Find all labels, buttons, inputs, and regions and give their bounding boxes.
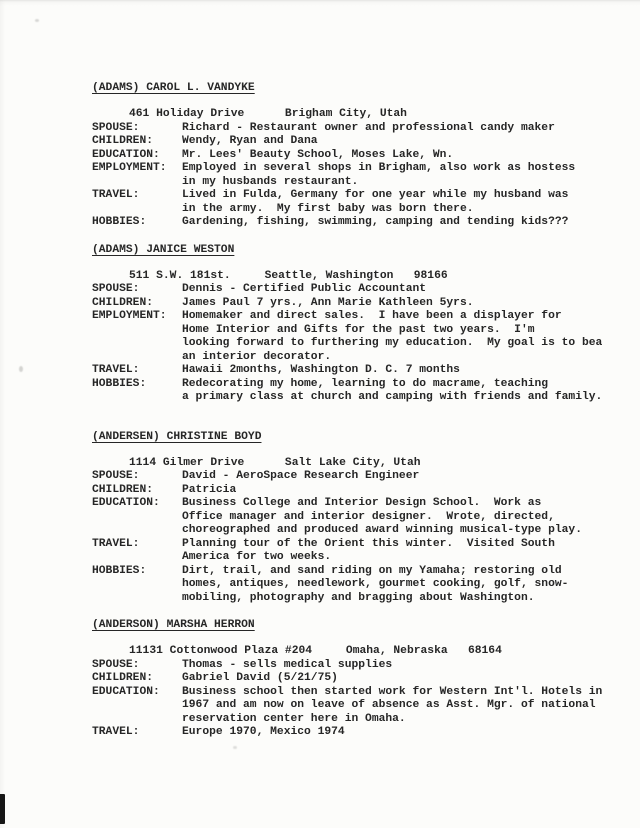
field-value-line: Richard - Restaurant owner and professional candy maker [182,121,555,134]
field-value-line: Redecorating my home, learning to do macrame, teaching [182,377,549,390]
field-value-line: Homemaker and direct sales. I have been a displayer for [182,310,562,322]
field-lines [182,162,640,189]
field-value-line: 1967 and am now on leave of absence as Asst. Mgr. of national [182,699,596,711]
field-value-line: Business College and Interior Design School. Work as [182,497,542,509]
field-lines [182,470,640,484]
field-lines [182,149,640,163]
entry-field-row [92,135,640,149]
entry-field-row [92,538,640,565]
entries [92,82,640,740]
entry-field-row [92,497,640,538]
entry-heading: (ANDERSEN) CHRISTINE BOYD [92,430,262,443]
field-label: SPOUSE: [92,121,140,134]
field-value-line: Planning tour of the Orient this winter. Visited South [182,537,555,550]
field-value-line: James Paul 7 yrs., Ann Marie Kathleen 5yrs. [182,296,474,309]
scan-smudge [19,366,23,372]
entry-address: 511 S.W. 181st. Seattle, Washington 98166 [129,269,448,282]
field-value-line: Hawaii 2months, Washington D. C. 7 months [182,364,460,376]
entry-field-row [92,216,640,230]
entry-field-row [92,310,640,364]
directory-entry [92,82,640,230]
field-lines [182,659,640,673]
field-lines [182,216,640,230]
scan-smudge [35,19,39,22]
field-value-line: Mr. Lees' Beauty School, Moses Lake, Wn. [182,148,454,161]
field-value-line: Gardening, fishing, swimming, camping and tending kids??? [182,216,569,228]
scan-artifact-mark [0,794,5,824]
field-label: TRAVEL: [92,537,140,550]
entry-field-row [92,378,640,405]
entry-address: 11131 Cottonwood Plaza #204 Omaha, Nebraska 68164 [129,645,502,657]
field-label: SPOUSE: [92,283,140,295]
field-value-line: Employed in several shops in Brigham, also work as hostess [182,162,576,174]
entry-field-row [92,565,640,606]
entry-field-row [92,189,640,216]
field-lines [182,283,640,297]
field-value-line: David - AeroSpace Research Engineer [182,470,420,482]
field-lines [182,497,640,538]
field-value-line: choreographed and produced award winning musical-type play. [182,524,582,536]
field-lines [182,364,640,378]
field-value-line: Dennis - Certified Public Accountant [182,283,427,295]
entry-field-row [92,149,640,163]
field-value-line: mobiling, photography and bragging about Washington. [182,591,535,604]
field-label: EDUCATION: [92,497,160,509]
entry-heading: (ADAMS) JANICE WESTON [92,243,235,256]
entry-field-row [92,283,640,297]
field-value-line: looking forward to furthering my education. My goal is to bea [182,337,603,349]
entry-address: 461 Holiday Drive Brigham City, Utah [129,108,407,120]
field-value-line: homes, antiques, needlework, gourmet cooking, golf, snow- [182,578,569,590]
field-lines [182,538,640,565]
entry-field-row [92,470,640,484]
entry-field-row [92,659,640,673]
field-value-line: Patricia [182,483,237,496]
directory-entry [92,619,640,740]
field-label: CHILDREN: [92,296,154,309]
entry-field-row [92,162,640,189]
scan-smudge [233,746,237,749]
entry-field-row [92,122,640,136]
field-value-line: Thomas - sells medical supplies [182,658,393,671]
field-label: CHILDREN: [92,672,154,684]
field-lines [182,672,640,686]
field-lines [182,310,640,364]
field-value-line: reservation center here in Omaha. [182,712,406,725]
field-value-line: America for two weeks. [182,551,332,563]
field-label: EMPLOYMENT: [92,162,167,174]
entry-fields [92,122,640,230]
field-label: CHILDREN: [92,135,154,147]
field-value-line: Dirt, trail, and sand riding on my Yamaha; restoring old [182,564,562,577]
field-label: EMPLOYMENT: [92,310,167,322]
field-label: TRAVEL: [92,364,140,376]
directory-entry [92,431,640,606]
field-lines [182,484,640,498]
field-label: EDUCATION: [92,148,160,161]
entry-field-row [92,686,640,727]
directory-entry [92,244,640,405]
entry-fields [92,283,640,405]
field-value-line: in my husbands restaurant. [182,175,359,188]
entry-heading: (ADAMS) CAROL L. VANDYKE [92,82,255,94]
field-value-line: Office manager and interior designer. Wrote, directed, [182,510,555,523]
field-label: HOBBIES: [92,216,147,228]
entry-field-row [92,297,640,311]
field-value-line: Lived in Fulda, Germany for one year while my husband was [182,189,569,201]
field-value-line: an interior decorator. [182,350,332,363]
entry-field-row [92,672,640,686]
field-value-line: Gabriel David (5/21/75) [182,672,338,684]
entry-address: 1114 Gilmer Drive Salt Lake City, Utah [129,456,421,469]
field-value-line: Business school then started work for Western Int'l. Hotels in [182,685,603,698]
entry-fields [92,470,640,605]
field-label: TRAVEL: [92,726,140,738]
field-value-line: a primary class at church and camping with friends and family. [182,391,603,403]
field-label: TRAVEL: [92,189,140,201]
entry-field-row [92,726,640,740]
field-label: EDUCATION: [92,685,160,698]
field-lines [182,726,640,740]
field-lines [182,686,640,727]
field-label: HOBBIES: [92,377,147,390]
field-label: CHILDREN: [92,483,154,496]
field-lines [182,189,640,216]
field-label: HOBBIES: [92,564,147,577]
entry-heading: (ANDERSON) MARSHA HERRON [92,619,255,631]
entry-field-row [92,484,640,498]
field-label: SPOUSE: [92,658,140,671]
field-value-line: Home Interior and Gifts for the past two years. I'm [182,323,535,336]
field-value-line: Wendy, Ryan and Dana [182,135,318,147]
field-lines [182,135,640,149]
field-lines [182,378,640,405]
field-lines [182,297,640,311]
entry-field-row [92,364,640,378]
field-lines [182,122,640,136]
field-label: SPOUSE: [92,470,140,482]
entry-fields [92,659,640,740]
field-lines [182,565,640,606]
field-value-line: Europe 1970, Mexico 1974 [182,726,345,738]
field-value-line: in the army. My first baby was born there. [182,202,474,215]
